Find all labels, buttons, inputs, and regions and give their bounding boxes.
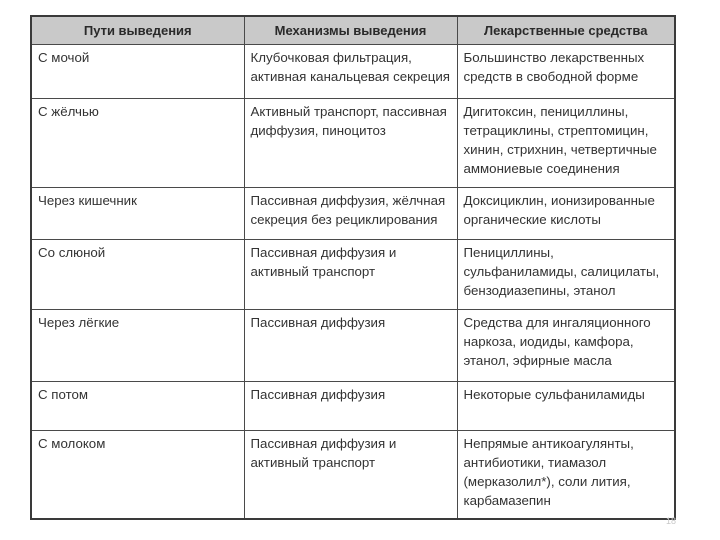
header-mechanisms: Механизмы выведения (244, 16, 457, 45)
mechanism-cell: Пассивная диффузия (244, 382, 457, 431)
route-cell: С жёлчью (31, 99, 244, 188)
table-row (31, 240, 675, 310)
drugs-cell: Большинство лекарственных средств в свободной форме (457, 45, 675, 99)
header-routes: Пути выведения (31, 16, 244, 45)
drugs-cell: Средства для ингаляционного наркоза, иодиды, камфора, этанол, эфирные масла (457, 310, 675, 382)
drugs-cell: Непрямые антикоагулянты, антибиотики, тиамазол (мерказолил*), соли лития, карбамазепин (457, 431, 675, 520)
drugs-cell: Доксициклин, ионизированные органические кислоты (457, 188, 675, 240)
table-row (31, 99, 675, 188)
table-row (31, 45, 675, 99)
route-cell: С молоком (31, 431, 244, 520)
excretion-table (30, 15, 676, 520)
mechanism-cell: Пассивная диффузия (244, 310, 457, 382)
route-cell: Со слюной (31, 240, 244, 310)
slide-number: 18 (665, 516, 676, 526)
route-cell: Через кишечник (31, 188, 244, 240)
table-body (31, 45, 675, 520)
table-row (31, 310, 675, 382)
mechanism-cell: Пассивная диффузия и активный транспорт (244, 240, 457, 310)
drugs-cell: Пенициллины, сульфаниламиды, салицилаты, бензодиазепины, этанол (457, 240, 675, 310)
mechanism-cell: Пассивная диффузия и активный транспорт (244, 431, 457, 520)
route-cell: С мочой (31, 45, 244, 99)
mechanism-cell: Клубочковая фильтрация, активная канальцевая секреция (244, 45, 457, 99)
route-cell: С потом (31, 382, 244, 431)
table-row (31, 188, 675, 240)
header-drugs: Лекарственные средства (457, 16, 675, 45)
mechanism-cell: Активный транспорт, пассивная диффузия, пиноцитоз (244, 99, 457, 188)
header-row (31, 16, 675, 45)
drugs-cell: Некоторые сульфаниламиды (457, 382, 675, 431)
route-cell: Через лёгкие (31, 310, 244, 382)
excretion-table-container (30, 15, 674, 520)
table-row (31, 431, 675, 520)
table-row (31, 382, 675, 431)
drugs-cell: Дигитоксин, пенициллины, тетрациклины, стрептомицин, хинин, стрихнин, четвертичные аммониевые соединения (457, 99, 675, 188)
table-header (31, 16, 675, 45)
mechanism-cell: Пассивная диффузия, жёлчная секреция без рециклирования (244, 188, 457, 240)
